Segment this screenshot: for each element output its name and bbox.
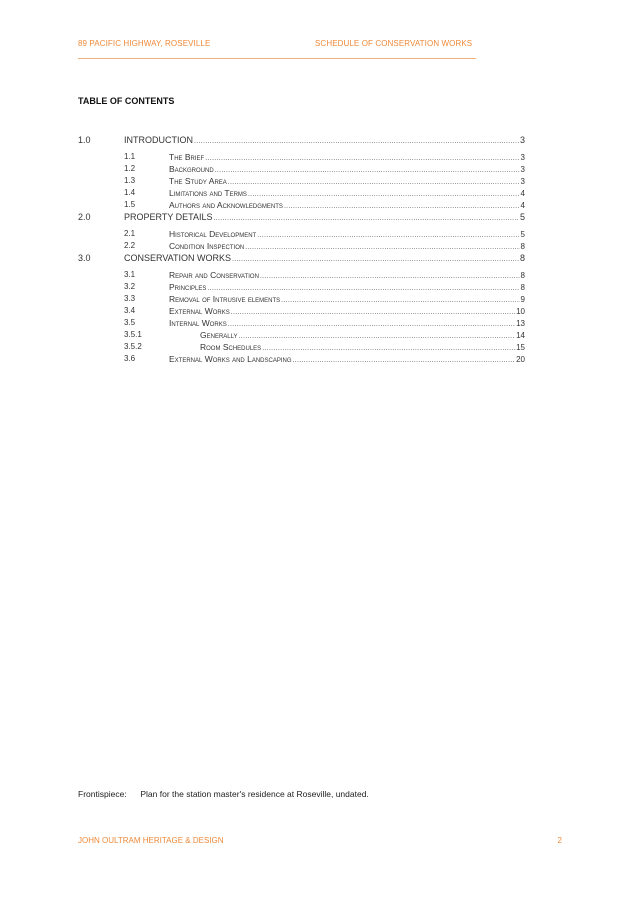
toc-subitem[interactable] (78, 329, 525, 341)
toc-page-number: 8 (519, 253, 525, 263)
toc-item[interactable] (78, 187, 525, 199)
toc-item[interactable] (78, 317, 525, 329)
header-doc-title: SCHEDULE OF CONSERVATION WORKS (315, 39, 473, 48)
toc-item-number: 3.4 (124, 306, 136, 315)
toc-item[interactable] (78, 228, 525, 240)
toc-page-number: 5 (519, 212, 525, 222)
toc-item-number: 2.1 (124, 229, 136, 238)
toc-item-number: 1.5 (124, 200, 136, 209)
caption-label: Frontispiece: (78, 789, 127, 799)
toc-section-number: 3.0 (78, 253, 91, 263)
toc-item-number: 3.5.1 (124, 330, 142, 339)
toc-page-number: 4 (520, 201, 525, 210)
toc-page-number: 8 (520, 271, 525, 280)
caption-text: Plan for the station master's residence at Roseville, undated. (140, 789, 369, 799)
toc-section-number: 2.0 (78, 212, 91, 222)
toc-section[interactable] (78, 211, 525, 224)
toc-item-label: Historical Development (169, 229, 257, 239)
toc-item-number: 3.6 (124, 354, 136, 363)
toc-item[interactable] (78, 281, 525, 293)
toc-section-label: CONSERVATION WORKS (124, 253, 232, 263)
toc-item-label: The Brief (169, 152, 205, 162)
header-address: 89 PACIFIC HIGHWAY, ROSEVILLE (78, 39, 211, 48)
toc-page-number: 3 (520, 165, 525, 174)
toc-leader-dots (293, 355, 516, 367)
toc-page-number: 15 (516, 343, 525, 352)
toc-item[interactable] (78, 151, 525, 163)
toc-title: TABLE OF CONTENTS (78, 96, 175, 106)
toc-item-label: Removal of Intrusive elements (169, 294, 281, 304)
toc-item-label: The Study Area (169, 176, 227, 186)
toc-page-number: 4 (520, 189, 525, 198)
toc-item-number: 2.2 (124, 241, 136, 250)
toc-page-number: 10 (516, 307, 525, 316)
toc-item[interactable] (78, 293, 525, 305)
toc-item[interactable] (78, 175, 525, 187)
toc-item[interactable] (78, 353, 525, 365)
toc-item-number: 3.5 (124, 318, 136, 327)
toc-item-label: Generally (200, 330, 238, 340)
toc-item-label: External Works (169, 306, 230, 316)
toc-item[interactable] (78, 269, 525, 281)
page-header (78, 39, 476, 59)
frontispiece-caption (78, 789, 369, 799)
toc-item-number: 3.3 (124, 294, 136, 303)
toc-section-label: PROPERTY DETAILS (124, 212, 213, 222)
toc-page-number: 3 (520, 177, 525, 186)
toc-item-label: Limitations and Terms (169, 188, 247, 198)
toc-item-label: Principles (169, 282, 207, 292)
toc-item-label: Authors and Acknowledgments (169, 200, 283, 210)
toc-page-number: 8 (520, 283, 525, 292)
toc-item-number: 3.5.2 (124, 342, 142, 351)
toc-page-number: 3 (520, 153, 525, 162)
toc-item-label: Condition Inspection (169, 241, 245, 251)
toc-item-label: Internal Works (169, 318, 227, 328)
table-of-contents (78, 134, 525, 365)
toc-subitem[interactable] (78, 341, 525, 353)
toc-item-number: 1.2 (124, 164, 136, 173)
toc-page-number: 3 (519, 135, 525, 145)
toc-page-number: 14 (516, 331, 525, 340)
toc-item-label: Room Schedules (200, 342, 262, 352)
toc-item-number: 3.2 (124, 282, 136, 291)
toc-section[interactable] (78, 134, 525, 147)
toc-item-label: Repair and Conservation (169, 270, 259, 280)
toc-item[interactable] (78, 305, 525, 317)
toc-item-number: 1.3 (124, 176, 136, 185)
toc-section[interactable] (78, 252, 525, 265)
toc-leader-dots (232, 253, 519, 266)
toc-item[interactable] (78, 163, 525, 175)
toc-leader-dots (194, 135, 519, 148)
toc-section-number: 1.0 (78, 135, 91, 145)
toc-item-label: External Works and Landscaping (169, 354, 292, 364)
toc-item[interactable] (78, 240, 525, 252)
toc-item-number: 1.4 (124, 188, 136, 197)
toc-page-number: 13 (516, 319, 525, 328)
toc-item-number: 1.1 (124, 152, 136, 161)
toc-item-label: Background (169, 164, 214, 174)
toc-section-label: INTRODUCTION (124, 135, 193, 145)
toc-leader-dots (214, 212, 519, 225)
toc-page-number: 5 (520, 230, 525, 239)
toc-page-number: 9 (520, 295, 525, 304)
toc-page-number: 8 (520, 242, 525, 251)
footer-organisation: JOHN OULTRAM HERITAGE & DESIGN (78, 836, 224, 845)
toc-item[interactable] (78, 199, 525, 211)
toc-page-number: 20 (516, 355, 525, 364)
footer-page-number: 2 (557, 836, 562, 845)
toc-item-number: 3.1 (124, 270, 136, 279)
